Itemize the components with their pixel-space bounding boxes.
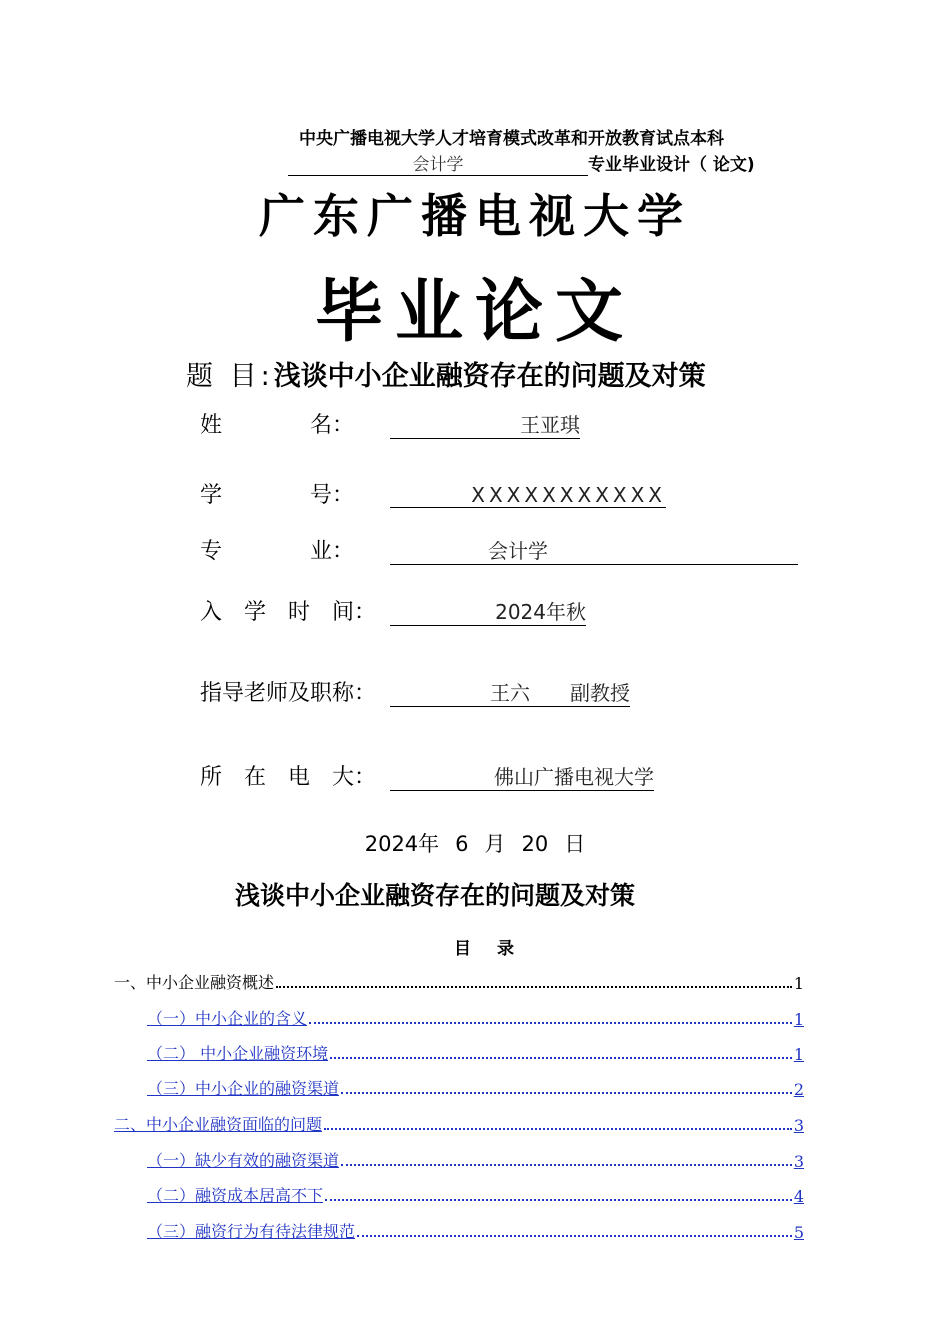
major-fill: 会计学 (288, 150, 588, 176)
field-enroll (200, 595, 586, 626)
university-title: 广东广播电视大学 (259, 189, 691, 243)
field-major-value: 会计学 (390, 535, 798, 565)
toc-entry[interactable] (114, 1112, 804, 1135)
date-month-unit: 月 (484, 832, 506, 856)
field-student-id-value: XXXXXXXXXXX (390, 483, 666, 508)
field-major-label: 专 业： (200, 539, 355, 564)
field-advisor-value: 王六 副教授 (390, 677, 630, 707)
toc-entry-page: 1 (793, 1045, 804, 1064)
toc-entry-page: 5 (793, 1223, 804, 1242)
toc-entry-text: （三）中小企业的融资渠道 (147, 1079, 340, 1098)
toc-leader (330, 1056, 792, 1059)
toc-leader (341, 1163, 792, 1166)
toc-entry-text: 二、中小企业融资面临的问题 (114, 1115, 323, 1134)
field-enroll-label: 入 学 时 间： (200, 600, 377, 625)
toc-entry[interactable] (114, 970, 804, 993)
toc-entry-text: （一）缺少有效的融资渠道 (147, 1151, 340, 1170)
date-day: 20 (521, 832, 549, 856)
field-student-id (200, 478, 666, 509)
date-day-unit: 日 (564, 832, 586, 856)
field-student-id-label: 学 号： (200, 483, 355, 508)
toc-entry[interactable] (147, 1076, 804, 1099)
toc-entry-text: （三）融资行为有待法律规范 (147, 1222, 356, 1241)
field-name-label: 姓 名： (200, 413, 355, 438)
date-year: 2024年 (364, 832, 440, 856)
toc-entry[interactable] (147, 1148, 804, 1171)
date-month: 6 (455, 832, 469, 856)
toc-entry-text: （一）中小企业的含义 (147, 1009, 308, 1028)
header-line-2 (288, 150, 755, 176)
toc-entry-page: 1 (793, 974, 804, 993)
toc-entry-page: 4 (793, 1187, 804, 1206)
toc-entry-text: （二） 中小企业融资环境 (147, 1044, 329, 1063)
header-line-1: 中央广播电视大学人才培育模式改革和开放教育试点本科 (299, 129, 724, 149)
toc-leader (276, 985, 792, 988)
toc-heading: 目 录 (454, 939, 524, 959)
toc-entry[interactable] (147, 1219, 804, 1242)
toc-entry[interactable] (147, 1041, 804, 1064)
topic-value: 浅谈中小企业融资存在的问题及对策 (273, 361, 706, 392)
toc-leader (309, 1021, 792, 1024)
field-name-value: 王亚琪 (390, 409, 580, 439)
field-enroll-value: 2024年秋 (390, 596, 586, 626)
toc-entry-page: 1 (793, 1010, 804, 1029)
header-suffix: 专业毕业设计（ 论文) (588, 155, 755, 175)
field-school-value: 佛山广播电视大学 (390, 761, 654, 791)
field-major (200, 534, 798, 565)
toc-entry-page: 3 (793, 1152, 804, 1171)
toc-entry[interactable] (147, 1183, 804, 1206)
date-line (0, 828, 950, 858)
field-advisor-label: 指导老师及职称： (200, 681, 377, 706)
toc-leader (324, 1127, 792, 1130)
field-advisor (200, 676, 630, 707)
toc-entry-text: （二）融资成本居高不下 (147, 1186, 324, 1205)
field-name (200, 408, 580, 439)
field-school (200, 760, 654, 791)
toc-leader (341, 1091, 792, 1094)
toc-entry-text: 一、中小企业融资概述 (114, 973, 275, 992)
toc-entry[interactable] (147, 1006, 804, 1029)
toc-entry-page: 3 (793, 1116, 804, 1135)
field-school-label: 所 在 电 大： (200, 765, 377, 790)
toc-leader (357, 1234, 792, 1237)
toc-leader (325, 1198, 792, 1201)
topic-line (186, 354, 706, 393)
document-title: 浅谈中小企业融资存在的问题及对策 (234, 881, 635, 910)
thesis-label: 毕业论文 (314, 272, 635, 352)
toc-entry-page: 2 (793, 1080, 804, 1099)
topic-label: 题 目: (186, 361, 274, 392)
